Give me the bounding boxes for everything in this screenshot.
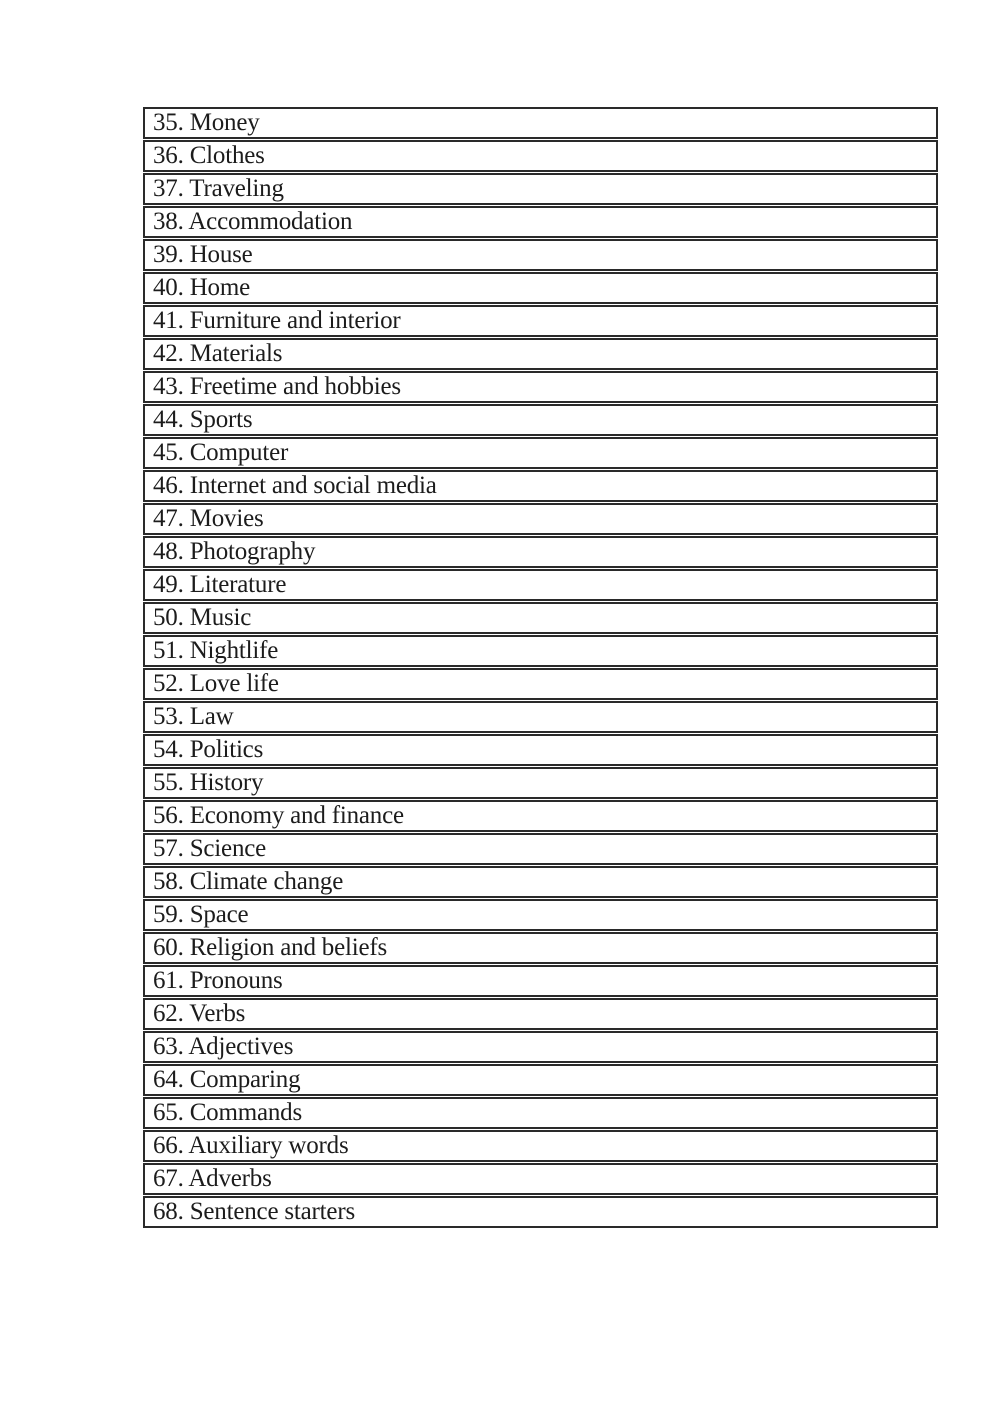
table-row — [143, 371, 938, 403]
table-row — [143, 1163, 938, 1195]
vocabulary-topics-table — [143, 107, 938, 1228]
table-row — [143, 437, 938, 469]
topic-label: 51. Nightlife — [153, 636, 279, 664]
table-row — [143, 1130, 938, 1162]
topic-label: 68. Sentence starters — [153, 1197, 355, 1225]
topic-label: 50. Music — [153, 603, 252, 631]
topic-label: 42. Materials — [153, 339, 283, 367]
table-row — [143, 602, 938, 634]
topic-label: 57. Science — [153, 834, 267, 862]
table-row — [143, 932, 938, 964]
table-row — [143, 635, 938, 667]
topic-label: 41. Furniture and interior — [153, 306, 401, 334]
topic-label: 65. Commands — [153, 1098, 302, 1126]
table-row — [143, 800, 938, 832]
topic-label: 37. Traveling — [153, 174, 284, 202]
table-row — [143, 272, 938, 304]
table-row — [143, 503, 938, 535]
topic-label: 54. Politics — [153, 735, 264, 763]
table-row — [143, 965, 938, 997]
topic-label: 43. Freetime and hobbies — [153, 372, 401, 400]
table-row — [143, 569, 938, 601]
table-row — [143, 833, 938, 865]
topic-label: 61. Pronouns — [153, 966, 283, 994]
topic-label: 39. House — [153, 240, 253, 268]
topic-label: 40. Home — [153, 273, 250, 301]
table-row — [143, 470, 938, 502]
topic-label: 55. History — [153, 768, 264, 796]
topic-label: 62. Verbs — [153, 999, 246, 1027]
topic-label: 67. Adverbs — [153, 1164, 272, 1192]
topic-label: 66. Auxiliary words — [153, 1131, 349, 1159]
table-row — [143, 404, 938, 436]
table-row — [143, 668, 938, 700]
table-row — [143, 701, 938, 733]
topic-label: 45. Computer — [153, 438, 289, 466]
table-row — [143, 107, 938, 139]
table-row — [143, 536, 938, 568]
topic-label: 47. Movies — [153, 504, 264, 532]
topic-label: 63. Adjectives — [153, 1032, 294, 1060]
topic-label: 38. Accommodation — [153, 207, 353, 235]
table-row — [143, 998, 938, 1030]
table-row — [143, 1196, 938, 1228]
topic-label: 59. Space — [153, 900, 249, 928]
table-row — [143, 899, 938, 931]
topic-label: 35. Money — [153, 108, 260, 136]
topic-label: 58. Climate change — [153, 867, 344, 895]
table-row — [143, 140, 938, 172]
table-row — [143, 1097, 938, 1129]
table-row — [143, 1031, 938, 1063]
table-row — [143, 305, 938, 337]
table-row — [143, 767, 938, 799]
table-row — [143, 239, 938, 271]
table-row — [143, 173, 938, 205]
topic-label: 64. Comparing — [153, 1065, 301, 1093]
topic-label: 52. Love life — [153, 669, 279, 697]
table-row — [143, 206, 938, 238]
table-row — [143, 1064, 938, 1096]
topic-label: 44. Sports — [153, 405, 253, 433]
topic-label: 48. Photography — [153, 537, 316, 565]
topic-label: 53. Law — [153, 702, 234, 730]
topic-label: 46. Internet and social media — [153, 471, 437, 499]
table-row — [143, 734, 938, 766]
topic-label: 60. Religion and beliefs — [153, 933, 388, 961]
topic-label: 36. Clothes — [153, 141, 265, 169]
topic-label: 56. Economy and finance — [153, 801, 404, 829]
table-row — [143, 338, 938, 370]
table-row — [143, 866, 938, 898]
topic-label: 49. Literature — [153, 570, 287, 598]
